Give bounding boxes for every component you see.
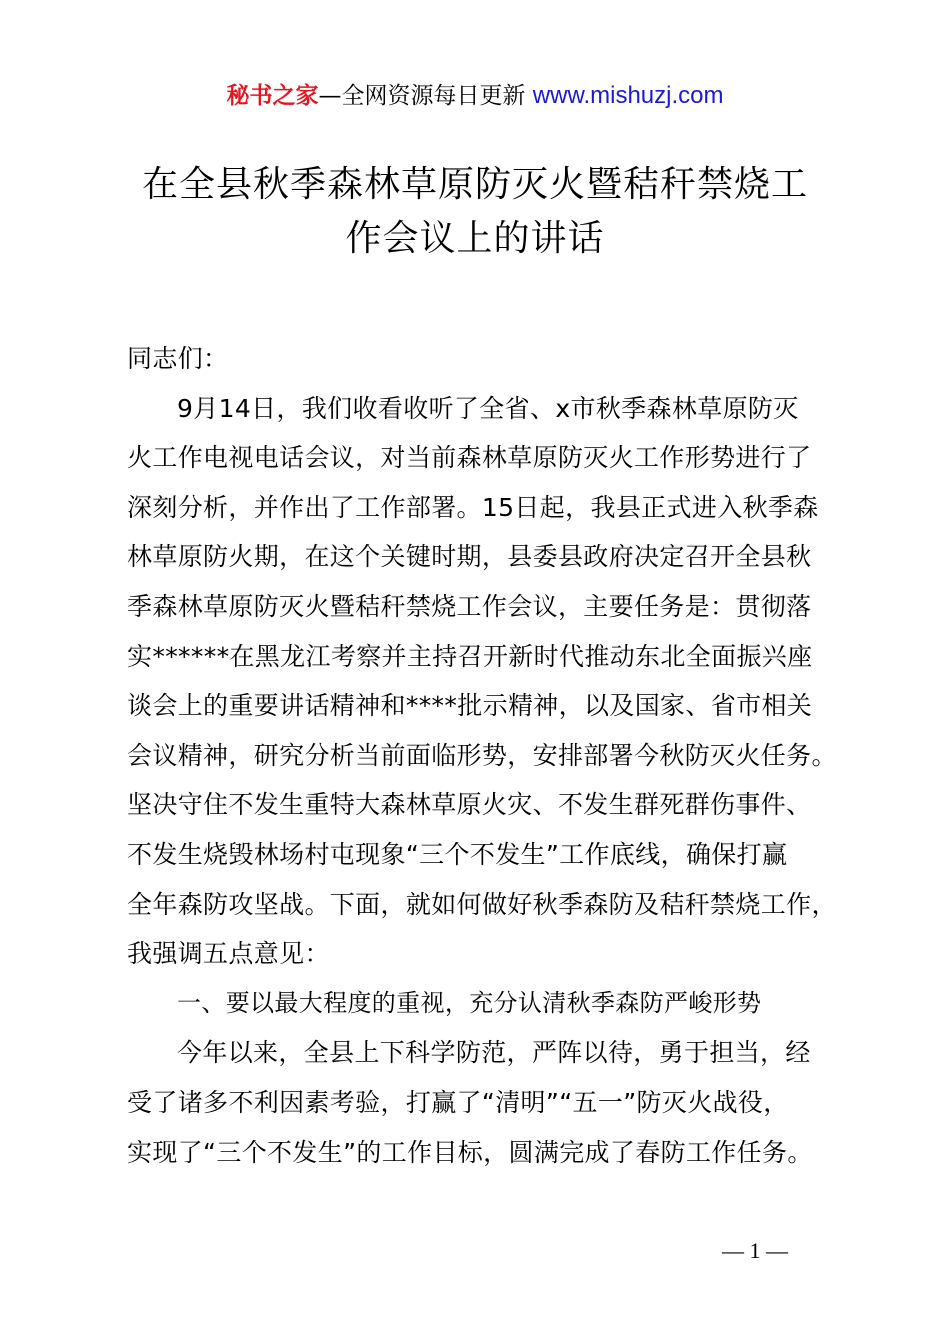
paragraph-1-line: 会议精神，研究分析当前面临形势，安排部署今秋防灭火任务。 bbox=[127, 740, 837, 770]
section-1-heading: 一、要以最大程度的重视，充分认清秋季森防严峻形势 bbox=[177, 988, 762, 1017]
paragraph-1-line: 9月14日，我们收看收听了全省、x市秋季森林草原防灭 bbox=[177, 393, 799, 423]
document-title bbox=[100, 158, 850, 266]
paragraph-1-line: 不发生烧毁林场村屯现象“三个不发生”工作底线，确保打赢 bbox=[127, 839, 788, 869]
paragraph-1-line: 火工作电视电话会议，对当前森林草原防灭火工作形势进行了 bbox=[127, 443, 812, 473]
paragraph-2-line: 今年以来，全县上下科学防范，严阵以待，勇于担当，经 bbox=[177, 1038, 811, 1068]
paragraph-2-line: 受了诸多不利因素考验，打赢了“清明”“五一”防灭火战役， bbox=[127, 1087, 789, 1117]
site-header bbox=[0, 78, 950, 114]
site-url-link[interactable]: www.mishuzj.com bbox=[532, 82, 724, 109]
paragraph-1-line: 季森林草原防灭火暨秸秆禁烧工作会议，主要任务是：贯彻落 bbox=[127, 591, 812, 621]
paragraph-2-line: 实现了“三个不发生”的工作目标，圆满完成了春防工作任务。 bbox=[127, 1137, 813, 1167]
paragraph-1-line: 全年森防攻坚战。下面，就如何做好秋季森防及秸秆禁烧工作， bbox=[127, 889, 837, 919]
paragraph-1-line: 深刻分析，并作出了工作部署。15日起，我县正式进入秋季森 bbox=[127, 492, 819, 522]
site-tagline: —全网资源每日更新 bbox=[318, 83, 533, 109]
page-number: — 1 — bbox=[722, 1238, 788, 1263]
paragraph-1-line: 我强调五点意见： bbox=[127, 939, 330, 969]
title-line-2: 作会议上的讲话 bbox=[345, 218, 605, 259]
paragraph-1-line: 坚决守住不发生重特大森林草原火灾、不发生群死群伤事件、 bbox=[127, 790, 812, 820]
title-line-1: 在全县秋季森林草原防灭火暨秸秆禁烧工 bbox=[141, 164, 808, 205]
paragraph-1-line: 谈会上的重要讲话精神和****批示精神，以及国家、省市相关 bbox=[127, 691, 813, 721]
document-body bbox=[127, 334, 861, 1177]
site-brand: 秘书之家 bbox=[226, 83, 319, 109]
paragraph-1-line: 实******在黑龙江考察并主持召开新时代推动东北全面振兴座 bbox=[127, 641, 813, 671]
salutation: 同志们： bbox=[127, 344, 229, 373]
paragraph-1-line: 林草原防火期，在这个关键时期，县委县政府决定召开全县秋 bbox=[127, 542, 812, 572]
